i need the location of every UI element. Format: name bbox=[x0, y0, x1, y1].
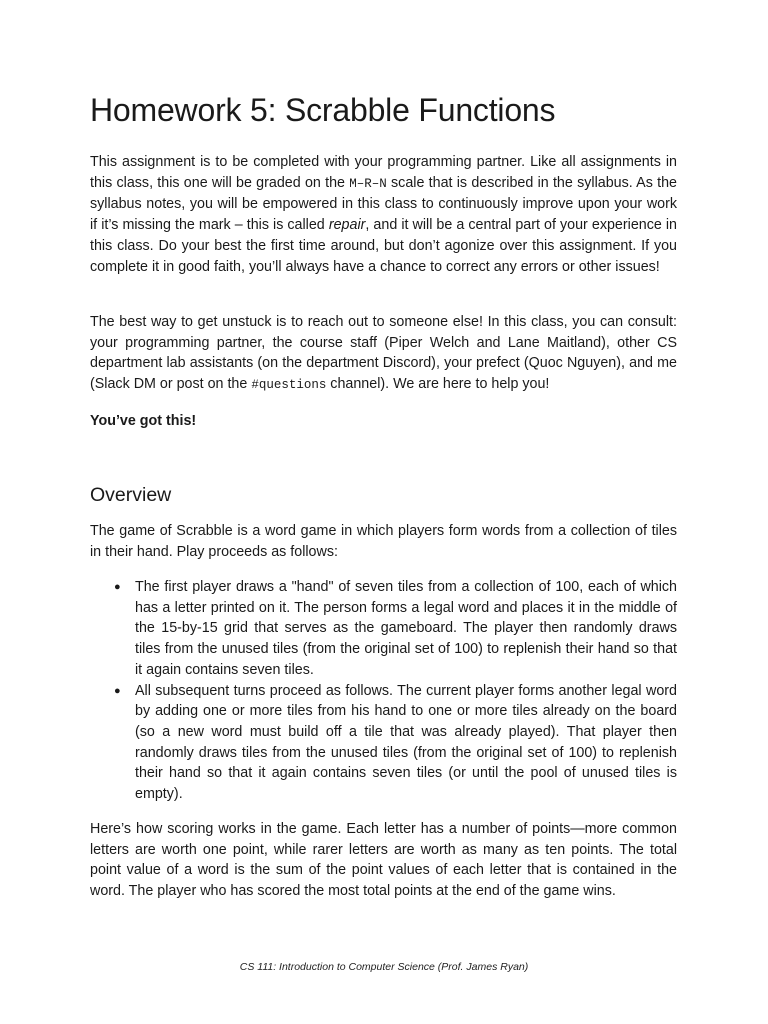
repair-term: repair bbox=[328, 217, 366, 234]
grading-scale-code: M–R–N bbox=[349, 176, 387, 191]
list-item bbox=[90, 577, 677, 681]
list-item-text: The first player draws a "hand" of seven tiles from a collection of 100, each of which has a letter printed on it. The person forms a legal word and places it in the middle of the 15-by-15 grid that serves as the gameboard. The player then randomly draws tiles from the unused tiles (from the original set of 100) to replenish their hand so that it again contains seven tiles. bbox=[135, 579, 677, 678]
list-item bbox=[90, 681, 677, 805]
help-text-1: The best way to get unstuck is to reach out to someone else! In this class, you can consult: your programming partner, the course staff (Piper Welch and Lane Maitland), other CS department lab assistants (on the department Discord), your prefect (Quoc Nguyen), and me (Slack DM or post on the bbox=[90, 314, 677, 393]
bullet-icon: ● bbox=[114, 684, 121, 697]
bullet-icon: ● bbox=[114, 581, 121, 593]
page-title: Homework 5: Scrabble Functions bbox=[90, 92, 556, 128]
intro-text-3: , and it will be a central part of your experience in this class. Do your best the first time around, but don’t agonize over this assignment. If you complete it in good faith, you’ll always have a chance to correct any errors or other issues! bbox=[90, 217, 677, 275]
intro-paragraph bbox=[90, 152, 677, 277]
overview-intro-paragraph: The game of Scrabble is a word game in which players form words from a collection of tiles in their hand. Play proceeds as follows: bbox=[90, 523, 677, 560]
intro-text-1: This assignment is to be completed with your programming partner. Like all assignments in this class, this one will be graded on the bbox=[90, 154, 677, 191]
play-steps-list bbox=[90, 577, 677, 805]
scoring-paragraph: Here’s how scoring works in the game. Each letter has a number of points—more common letters are worth one point, while rarer letters are worth as many as ten points. The total point value of a word is the sum of the point values of each letter that is contained in the word. The player who has scored the most total points at the end of the game wins. bbox=[90, 821, 677, 900]
page-footer: CS 111: Introduction to Computer Science (Prof. James Ryan) bbox=[239, 961, 529, 973]
list-item-text: All subsequent turns proceed as follows. The current player forms another legal word by adding one or more tiles from his hand to one or more tiles already on the board (so a new word must build off a tile that was already played). That player then randomly draws tiles from the unused tiles (from the original set of 100) to replenish their hand so that it again contains seven tiles (or until the pool of unused tiles is empty). bbox=[135, 682, 677, 803]
encouragement-text: You’ve got this! bbox=[90, 413, 197, 429]
overview-heading: Overview bbox=[90, 484, 172, 506]
intro-text-2: scale that is described in the syllabus. As the syllabus notes, you will be empowered in this class to continuously improve upon your work if it’s missing the mark – this is called bbox=[90, 174, 677, 234]
questions-channel-code: #questions bbox=[251, 378, 327, 393]
help-text-2: channel). We are here to help you! bbox=[326, 376, 550, 393]
help-paragraph bbox=[90, 312, 677, 396]
